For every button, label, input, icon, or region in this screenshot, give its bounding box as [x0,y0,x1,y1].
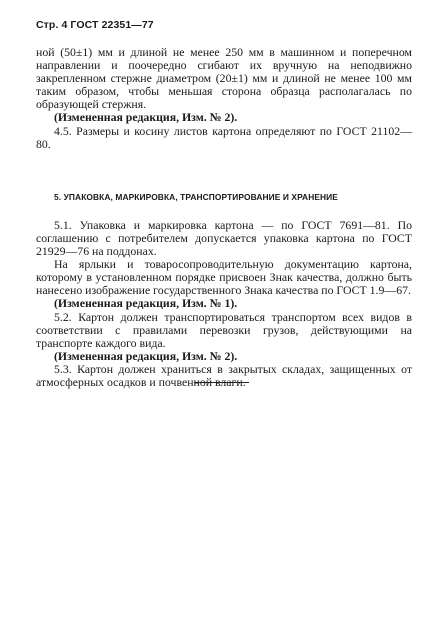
amendment-note-2: (Измененная редакция, Изм. № 1). [54,296,238,311]
paragraph-5-1-quality-mark: На ярлыки и товаросопроводительную документацию картона, которому в установленном порядке присвоен Знак качества, должно быть нанесено изображение государственного Знака качества по ГОСТ 1.9—67. [36,257,412,298]
paragraph-5-2: 5.2. Картон должен транспортироваться транспортом всех видов в соответствии с правилами перевозки грузов, действующими на транспорте каждого вида. [36,309,412,350]
amendment-note-1: (Измененная редакция, Изм. № 2). [54,110,238,125]
page-header: Стр. 4 ГОСТ 22351—77 [36,19,154,31]
end-divider [194,382,249,383]
paragraph-5-3: 5.3. Картон должен храниться в закрытых складах, защищенных от атмосферных осадков и почвенной влаги. [36,361,412,389]
paragraph-5-1: 5.1. Упаковка и маркировка картона — по ГОСТ 7691—81. По соглашению с потребителем допускается упаковка картона по ГОСТ 21929—76 на поддонах. [36,217,412,259]
section-title: 5. УПАКОВКА, МАРКИРОВКА, ТРАНСПОРТИРОВАНИЕ И ХРАНЕНИЕ [54,191,338,202]
amendment-note-3: (Измененная редакция, Изм. № 2). [54,348,238,363]
paragraph-4-5: 4.5. Размеры и косину листов картона определяют по ГОСТ 21102—80. [36,123,412,151]
paragraph-4-4-continuation: ной (50±1) мм и длиной не менее 250 мм в машинном и поперечном направлении и поочередно сгибают их вручную на неподвижно закрепленном стержне диаметром (20±1) мм и длиной не менее 100 мм таким образом, чтобы меньшая сторона образца располагалась по образующей стержня. [36,45,412,112]
page-body [36,46,412,389]
